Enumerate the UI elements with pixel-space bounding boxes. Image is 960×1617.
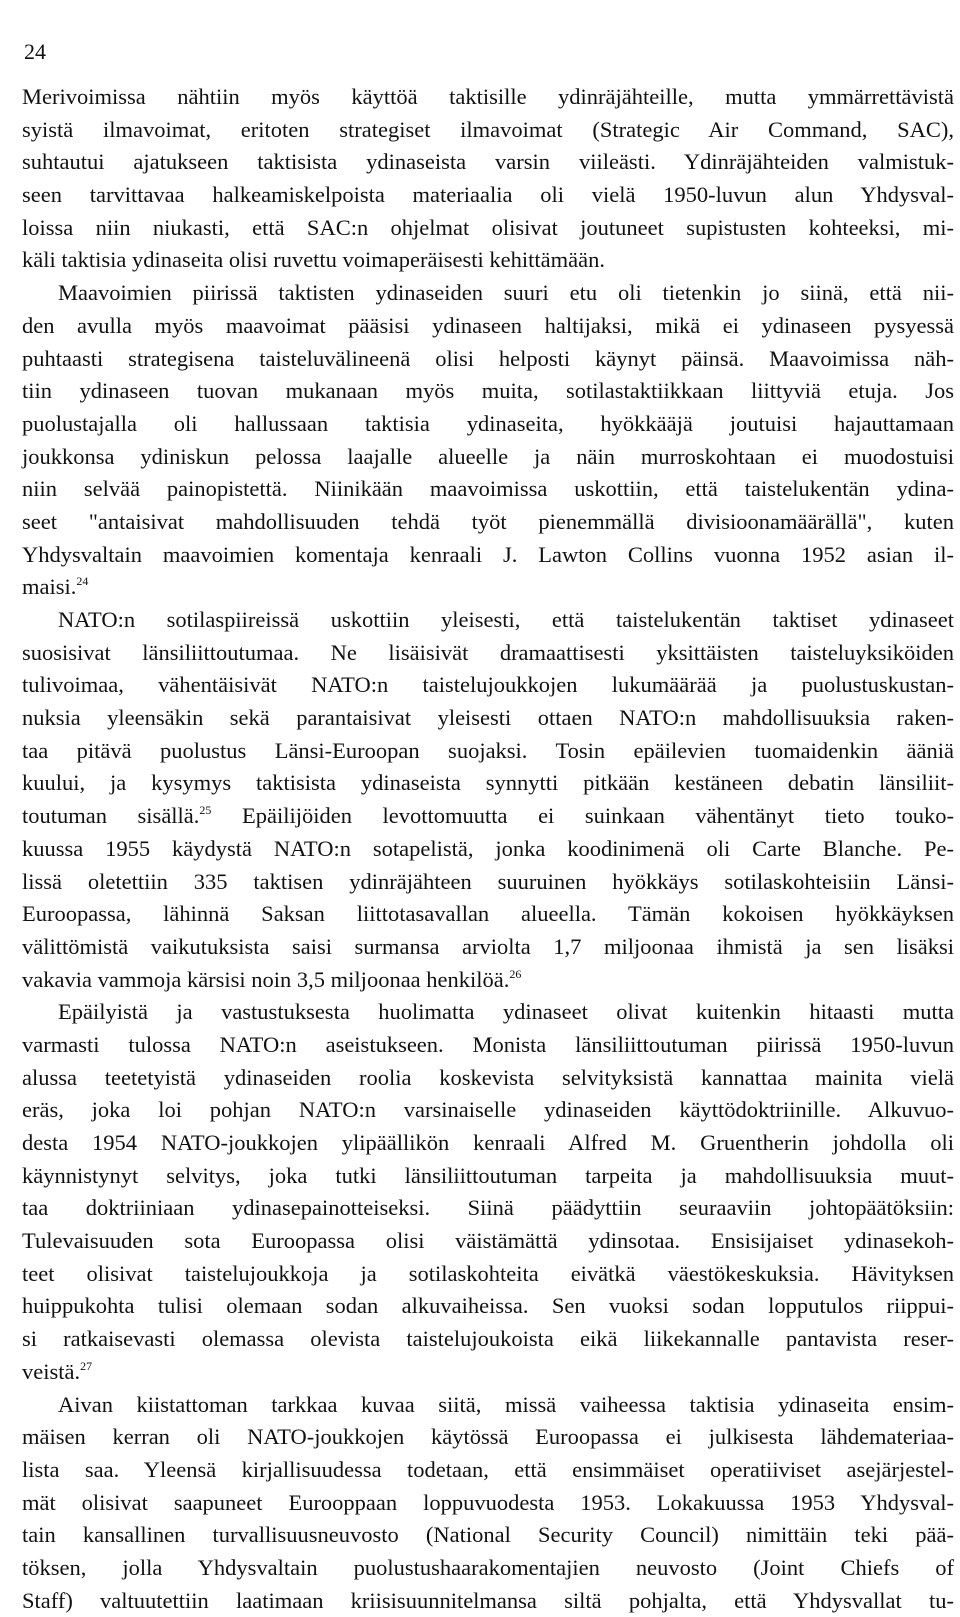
line-text: teet olisivat taistelujoukkoja ja sotilaskohteita eivätkä väestökeskuksia. Hävityksen [22, 1260, 954, 1286]
text-line [22, 931, 954, 964]
text-line [22, 702, 954, 735]
text-line [22, 800, 954, 833]
line-text: veistä. [22, 1358, 81, 1384]
text-line [22, 343, 954, 376]
footnote-reference: 27 [80, 1358, 93, 1373]
text-line [22, 1094, 954, 1127]
line-text: mät olisivat saapuneet Eurooppaan loppuvuodesta 1953. Lokakuussa 1953 Yhdysval- [22, 1489, 954, 1515]
text-line [22, 1585, 954, 1617]
text-line [22, 1421, 954, 1454]
line-text: Yhdysvaltain maavoimien komentaja kenraali J. Lawton Collins vuonna 1952 asian il- [22, 541, 954, 567]
line-text: vakavia vammoja kärsisi noin 3,5 miljoonaa henkilöä. [22, 966, 510, 992]
text-line [22, 1192, 954, 1225]
text-line [22, 1389, 954, 1422]
text-line [22, 898, 954, 931]
text-line [22, 735, 954, 768]
line-text: töksen, jolla Yhdysvaltain puolustushaarakomentajien neuvosto (Joint Chiefs of [22, 1554, 954, 1580]
text-line [22, 539, 954, 572]
line-text: käli taktisia ydinaseita olisi ruvettu voimaperäisesti kehittämään. [22, 247, 605, 273]
line-text-continued: Epäilijöiden levottomuutta ei suinkaan vähentänyt tieto touko- [211, 803, 954, 829]
text-line [22, 767, 954, 800]
text-line [22, 244, 954, 277]
text-line [22, 571, 954, 604]
text-line [22, 1519, 954, 1552]
text-line [22, 473, 954, 506]
text-line [22, 1356, 954, 1389]
line-text: kuussa 1955 käydystä NATO:n sotapelistä, jonka koodinimenä oli Carte Blanche. Pe- [22, 835, 954, 861]
line-text: loissa niin niukasti, että SAC:n ohjelmat olisivat joutuneet supistusten kohteeksi, mi- [22, 214, 954, 240]
line-text: varmasti tulossa NATO:n aseistukseen. Monista länsiliittoutuman piirissä 1950-luvun [22, 1031, 954, 1057]
line-text: si ratkaisevasti olemassa olevista taistelujoukoista eikä liikekannalle pantavista reser- [22, 1326, 954, 1352]
line-text: Epäilyistä ja vastustuksesta huolimatta ydinaseet olivat kuitenkin hitaasti mutta [58, 999, 954, 1025]
text-line [22, 669, 954, 702]
line-text: puhtaasti strategisena taisteluvälineenä olisi helposti käynyt päinsä. Maavoimissa näh- [22, 345, 954, 371]
text-line [22, 179, 954, 212]
line-text: desta 1954 NATO-joukkojen ylipäällikön kenraali Alfred M. Gruentherin johdolla oli [22, 1130, 954, 1155]
line-text: välittömistä vaikutuksista saisi surmansa arviolta 1,7 miljoonaa ihmistä ja sen lisäksi [22, 933, 954, 959]
line-text: toutuman sisällä. [22, 803, 200, 829]
line-text: lista saa. Yleensä kirjallisuudessa todetaan, että ensimmäiset operatiiviset asejärjestel- [22, 1456, 954, 1482]
text-line [22, 964, 954, 997]
line-text: seen tarvittavaa halkeamiskelpoista materiaalia oli vielä 1950-luvun alun Yhdysval- [22, 182, 954, 208]
line-text: syistä ilmavoimat, eritoten strategiset ilmavoimat (Strategic Air Command, SAC), [22, 116, 954, 142]
text-line [22, 375, 954, 408]
text-line [22, 1062, 954, 1095]
text-line [22, 212, 954, 245]
text-line [22, 441, 954, 474]
line-text: suosisivat länsiliittoutumaa. Ne lisäisivät dramaattisesti yksittäisten taisteluyksiköiden [22, 639, 954, 665]
line-text: seet "antaisivat mahdollisuuden tehdä työt pienemmällä divisioonamäärällä", kuten [22, 508, 954, 534]
footnote-reference: 26 [509, 966, 522, 981]
line-text: nuksia yleensäkin sekä parantaisivat yleisesti ottaen NATO:n mahdollisuuksia raken- [22, 705, 954, 731]
text-line [22, 996, 954, 1029]
text-line [22, 833, 954, 866]
text-line [22, 1552, 954, 1585]
line-text: tain kansallinen turvallisuusneuvosto (National Security Council) nimittäin teki pää- [22, 1522, 954, 1548]
line-text: huippukohta tulisi olemaan sodan alkuvaiheissa. Sen vuoksi sodan lopputulos riippui- [22, 1293, 954, 1319]
text-line [22, 1323, 954, 1356]
line-text: Staff) valtuutettiin laatimaan kriisisuunnitelmansa siltä pohjalta, että Yhdysvallat tu- [22, 1587, 954, 1613]
text-line [22, 146, 954, 179]
text-line [22, 1290, 954, 1323]
text-line [22, 637, 954, 670]
text-line [22, 604, 954, 637]
line-text: puolustajalla oli hallussaan taktisia ydinaseita, hyökkääjä joutuisi hajauttamaan [22, 410, 954, 436]
line-text: Merivoimissa nähtiin myös käyttöä taktisille ydinräjähteille, mutta ymmärrettävistä [22, 84, 954, 109]
line-text: tiin ydinaseen tuovan mukanaan myös muita, sotilastaktiikkaan liittyviä etuja. Jos [22, 378, 954, 404]
line-text: Euroopassa, lähinnä Saksan liittotasavallan alueella. Tämän kokoisen hyökkäyksen [22, 901, 954, 927]
text-line [22, 1487, 954, 1520]
text-line [22, 1225, 954, 1258]
line-text: Maavoimien piirissä taktisten ydinaseiden suuri etu oli tietenkin jo siinä, että nii- [58, 280, 954, 306]
line-text: Tulevaisuuden sota Euroopassa olisi väistämättä ydinsotaa. Ensisijaiset ydinasekoh- [22, 1228, 954, 1254]
footnote-reference: 24 [76, 574, 89, 589]
text-line [22, 506, 954, 539]
line-text: taa doktriiniaan ydinasepainotteiseksi. Siinä päädyttiin seuraaviin johtopäätöksiin: [22, 1195, 954, 1221]
text-line [22, 1029, 954, 1062]
text-line [22, 1258, 954, 1291]
line-text: eräs, joka loi pohjan NATO:n varsinaiselle ydinaseiden käyttödoktriinille. Alkuvuo- [22, 1097, 954, 1123]
body-text [22, 81, 954, 1617]
line-text: tulivoimaa, vähentäisivät NATO:n taistelujoukkojen lukumäärää ja puolustuskustan- [22, 672, 954, 698]
line-text: taa pitävä puolustus Länsi-Euroopan suojaksi. Tosin epäilevien tuomaidenkin ääniä [22, 737, 954, 763]
line-text: käynnistynyt selvitys, joka tutki länsiliittoutuman tarpeita ja mahdollisuuksia muut- [22, 1162, 954, 1188]
page-number: 24 [24, 39, 46, 64]
text-line [22, 81, 954, 114]
line-text: mäisen kerran oli NATO-joukkojen käytössä Euroopassa ei julkisesta lähdemateriaa- [22, 1424, 954, 1450]
line-text: niin selvää painopistettä. Niinikään maavoimissa uskottiin, että taistelukentän ydina- [22, 476, 954, 502]
text-line [22, 277, 954, 310]
text-line [22, 408, 954, 441]
line-text: joukkonsa ydiniskun pelossa laajalle alueelle ja näin murroskohtaan ei muodostuisi [22, 443, 954, 469]
line-text: alussa teetetyistä ydinaseiden roolia koskevista selvityksistä kannattaa mainita vielä [22, 1064, 954, 1090]
text-line [22, 1160, 954, 1193]
line-text: den avulla myös maavoimat pääsisi ydinaseen haltijaksi, mikä ei ydinaseen pysyessä [22, 312, 954, 338]
line-text: NATO:n sotilaspiireissä uskottiin yleisesti, että taistelukentän taktiset ydinaseet [58, 607, 954, 632]
text-line [22, 310, 954, 343]
text-line [22, 866, 954, 899]
text-line [22, 1454, 954, 1487]
footnote-reference: 25 [199, 803, 212, 818]
text-line [22, 1127, 954, 1160]
line-text: lissä oletettiin 335 taktisen ydinräjähteen suuruinen hyökkäys sotilaskohteisiin Länsi- [22, 868, 954, 894]
text-line [22, 114, 954, 147]
line-text: kuului, ja kysymys taktisista ydinaseista synnytti pitkään kestäneen debatin länsiliit- [22, 770, 954, 796]
line-text: maisi. [22, 574, 77, 600]
line-text: suhtautui ajatukseen taktisista ydinaseista varsin viileästi. Ydinräjähteiden valmistuk- [22, 149, 954, 175]
line-text: Aivan kiistattoman tarkkaa kuvaa siitä, missä vaiheessa taktisia ydinaseita ensim- [58, 1391, 954, 1417]
